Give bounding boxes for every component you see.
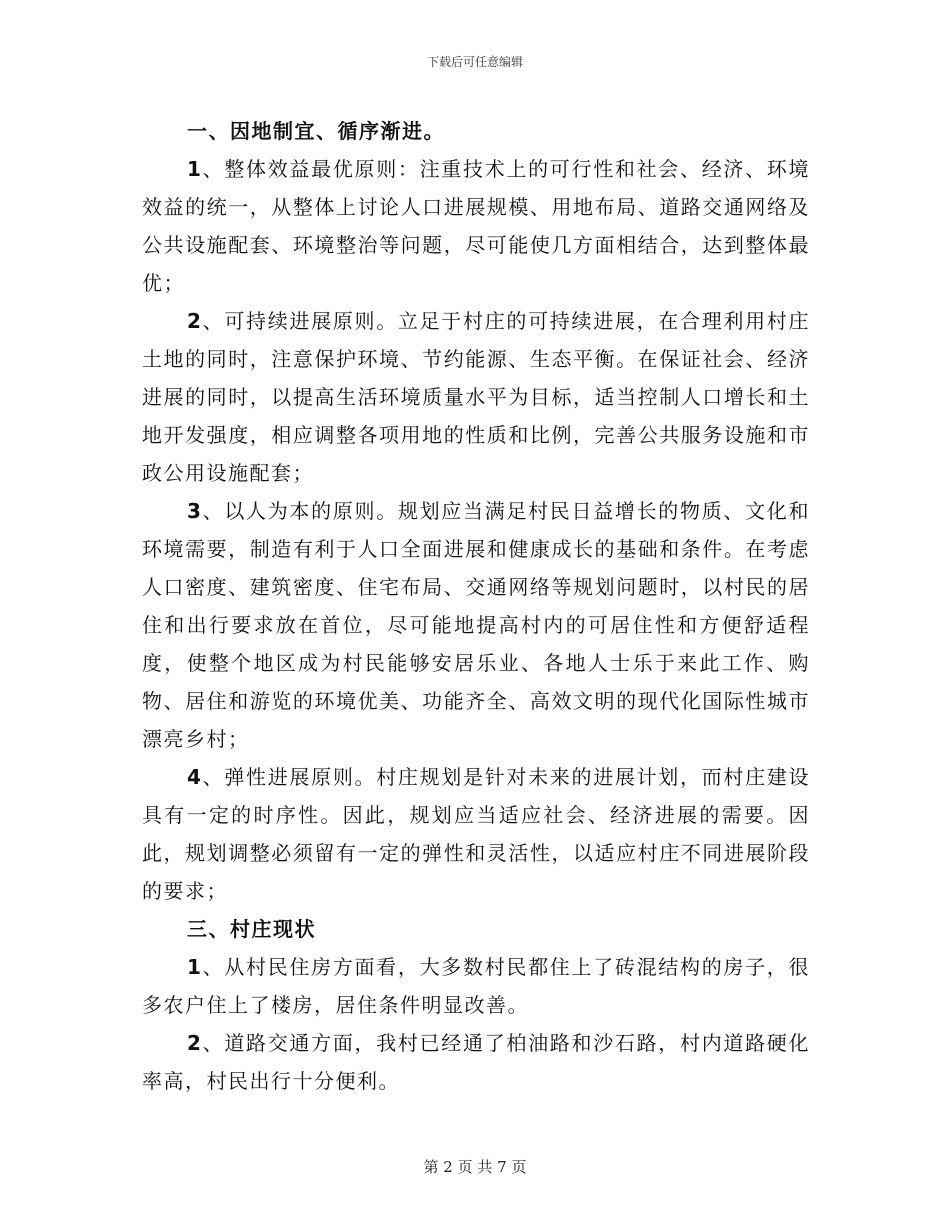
paragraph-text: 、整体效益最优原则：注重技术上的可行性和社会、经济、环境效益的统一，从整体上讨论人口进展规模、用地布局、道路交通网络及公共设施配套、环境整治等问题，尽可能使几方面相结合，达到整体最优； (142, 157, 810, 295)
paragraph (142, 758, 810, 910)
paragraph (142, 150, 810, 302)
paragraph-number: 2 (187, 1031, 203, 1055)
section-heading: 三、村庄现状 (187, 917, 316, 941)
page-number: 第 2 页 共 7 页 (423, 1158, 527, 1176)
document-body (142, 112, 810, 1100)
paragraph-text: 、弹性进展原则。村庄规划是针对未来的进展计划，而村庄建设具有一定的时序性。因此，规划应当适应社会、经济进展的需要。因此，规划调整必须留有一定的弹性和灵活性，以适应村庄不同进展阶段的要求； (142, 765, 810, 903)
paragraph-text: 、从村民住房方面看，大多数村民都住上了砖混结构的房子，很多农户住上了楼房，居住条件明显改善。 (142, 955, 810, 1017)
paragraph-number: 2 (187, 309, 203, 333)
paragraph (142, 948, 810, 1024)
paragraph (142, 302, 810, 492)
paragraph-number: 1 (187, 157, 203, 181)
paragraph-number: 3 (187, 499, 203, 523)
section-heading: 一、因地制宜、循序渐进。 (187, 119, 445, 143)
paragraph-text: 、以人为本的原则。规划应当满足村民日益增长的物质、文化和环境需要，制造有利于人口全面进展和健康成长的基础和条件。在考虑人口密度、建筑密度、住宅布局、交通网络等规划问题时，以村民的居住和出行要求放在首位，尽可能地提高村内的可居住性和方便舒适程度，使整个地区成为村民能够安居乐业、各地人士乐于来此工作、购物、居住和游览的环境优美、功能齐全、高效文明的现代化国际性城市漂亮乡村； (142, 499, 810, 751)
paragraph (142, 492, 810, 758)
header-note: 下载后可任意编辑 (426, 55, 523, 69)
paragraph-text: 、可持续进展原则。立足于村庄的可持续进展，在合理利用村庄土地的同时，注意保护环境、节约能源、生态平衡。在保证社会、经济进展的同时，以提高生活环境质量水平为目标，适当控制人口增长和土地开发强度，相应调整各项用地的性质和比例，完善公共服务设施和市政公用设施配套； (142, 309, 810, 485)
paragraph-number: 4 (187, 765, 203, 789)
paragraph-text: 、道路交通方面，我村已经通了柏油路和沙石路，村内道路硬化率高，村民出行十分便利。 (142, 1031, 810, 1093)
paragraph (142, 1024, 810, 1100)
paragraph-number: 1 (187, 955, 203, 979)
